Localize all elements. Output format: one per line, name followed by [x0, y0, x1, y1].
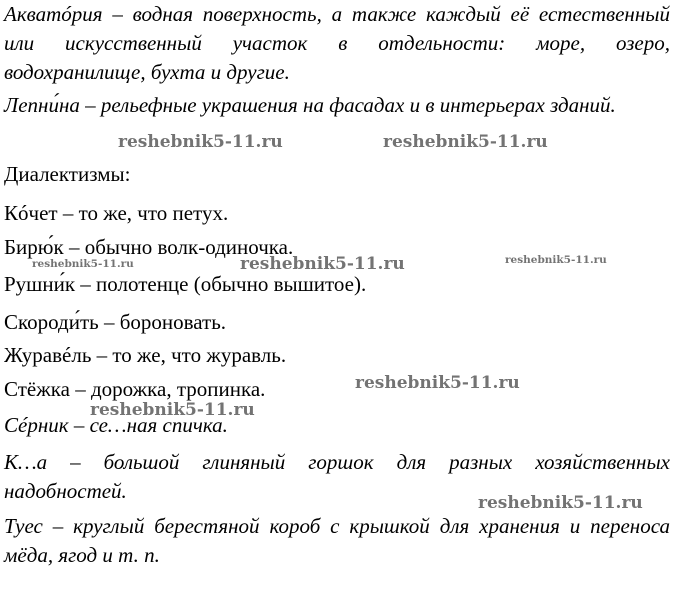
definition-sernik: Сéрник – се…ная спичка. [4, 413, 228, 437]
dialect-biryuk: Бирю́к – обычно волк-одиночка. [4, 235, 294, 259]
definition-akvatoriya-line-2: или искусственный участок в отдельности: море, озеро, [4, 31, 670, 55]
definition-tues-line-1: Туес – круглый берестяной короб с крышкой для хранения и переноса [4, 514, 670, 538]
dialect-zhuravel: Журавéль – то же, что журавль. [4, 343, 287, 367]
watermark: reshebnik5-11.ru [240, 254, 405, 274]
definition-lepnina: Лепни́на – рельефные украшения на фасадах и в интерьерах зданий. [4, 93, 616, 117]
watermark: reshebnik5-11.ru [383, 132, 548, 152]
watermark: reshebnik5-11.ru [355, 373, 520, 393]
watermark: reshebnik5-11.ru [505, 254, 607, 266]
section-heading-dialectisms: Диалектизмы: [4, 162, 131, 186]
definition-korchaga-line-2: надобностей. [4, 479, 127, 503]
definition-tues-line-2: мёда, ягод и т. п. [4, 543, 160, 567]
definition-korchaga-line-1: К…а – большой глиняный горшок для разных хозяйственных [4, 450, 670, 474]
watermark: reshebnik5-11.ru [118, 132, 283, 152]
dialect-skorodit: Скороди́ть – бороновать. [4, 310, 227, 334]
watermark: reshebnik5-11.ru [90, 400, 255, 420]
dialect-styozhka: Стёжка – дорожка, тропинка. [4, 377, 266, 401]
watermark: reshebnik5-11.ru [478, 493, 643, 513]
dialect-rushnik: Рушни́к – полотенце (обычно вышитое). [4, 272, 367, 296]
dialect-kochet: Кóчет – то же, что петух. [4, 201, 229, 225]
watermark: reshebnik5-11.ru [32, 258, 134, 270]
definition-akvatoriya-line-1: Акватóрия – водная поверхность, а также каждый её естественный [4, 2, 670, 26]
definition-akvatoriya-line-3: водохранилище, бухта и другие. [4, 60, 290, 84]
